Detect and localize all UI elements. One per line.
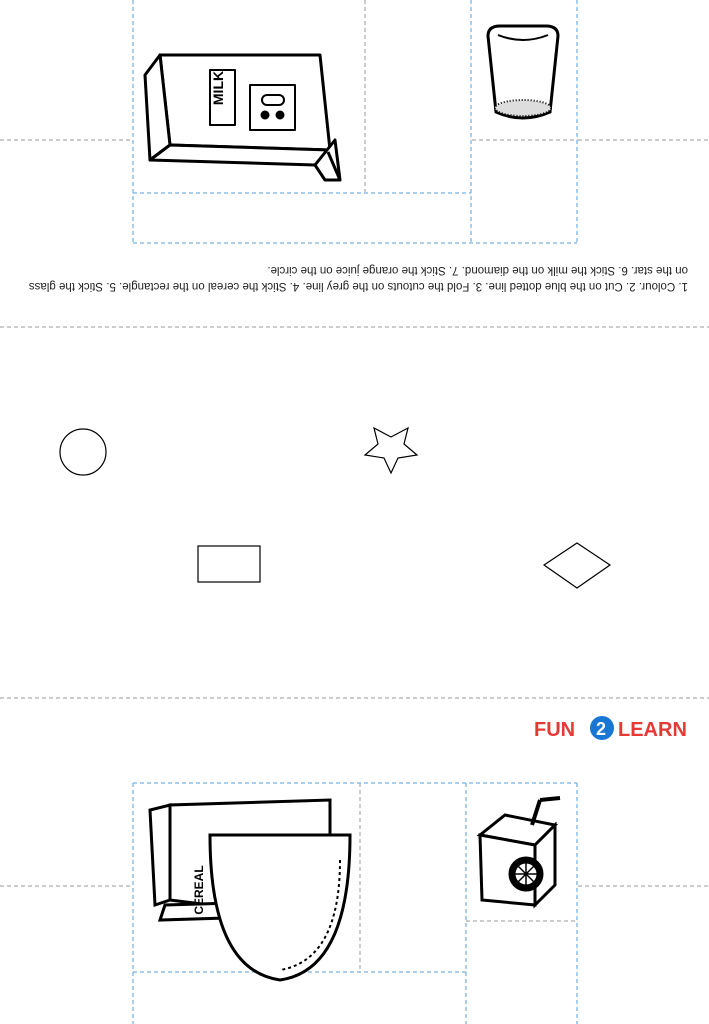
fun2learn-logo xyxy=(532,712,692,744)
circle-shape xyxy=(60,429,106,475)
svg-text:LEARN: LEARN xyxy=(618,719,687,741)
glass-icon xyxy=(488,26,558,118)
juice-box-icon xyxy=(480,798,560,905)
cereal-box-icon xyxy=(150,800,350,980)
diamond-shape xyxy=(544,543,610,588)
instructions-text: 1. Colour. 2. Cut on the blue dotted line. 3. Fold the cutouts on the grey line. 4. Stick the cereal on the rectangle. 5. Stick the glass on the star. 6. Stick the milk on the diamond. 7. Stick the orange juice on the circle. xyxy=(28,264,688,292)
rectangle-shape xyxy=(198,546,260,582)
svg-text:FUN: FUN xyxy=(534,719,576,741)
milk-label: MILK xyxy=(210,70,226,106)
svg-text:2: 2 xyxy=(596,719,607,739)
milk-carton-icon xyxy=(145,55,340,180)
star-shape xyxy=(365,428,417,473)
cereal-label: CEREAL xyxy=(192,865,206,915)
